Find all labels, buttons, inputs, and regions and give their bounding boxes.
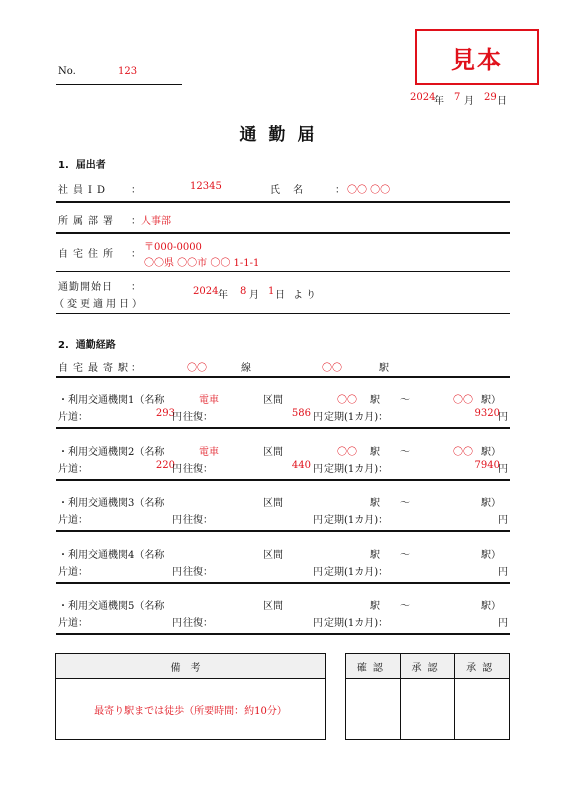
colon: ： bbox=[131, 282, 141, 293]
section-label: 区間 bbox=[263, 550, 283, 561]
section2-heading: 2. 通勤経路 bbox=[58, 340, 116, 351]
employee-id-value: 12345 bbox=[190, 181, 222, 192]
oneway-label: 片道： bbox=[58, 464, 88, 475]
route-label: ・利用交通機関5（名称 bbox=[58, 601, 165, 612]
from-station: 〇〇 bbox=[337, 395, 357, 406]
start-year: 2024 bbox=[193, 286, 219, 297]
pass-label: 定期(1カ月)： bbox=[324, 412, 389, 423]
oneway-value: 293 bbox=[155, 408, 175, 419]
divider bbox=[56, 313, 510, 314]
oneway-label: 片道： bbox=[58, 618, 88, 629]
close-unit: 駅） bbox=[481, 601, 501, 612]
yen: 円 bbox=[498, 464, 508, 475]
tilde: 〜 bbox=[400, 498, 410, 509]
divider bbox=[56, 201, 510, 203]
nearest-station-value: 〇〇 bbox=[322, 363, 342, 374]
no-label: No. bbox=[58, 66, 76, 77]
yen: 円 bbox=[498, 567, 508, 578]
route-label: ・利用交通機関2（名称 bbox=[58, 447, 165, 458]
date-day-unit: 日 bbox=[497, 96, 507, 107]
pass-label: 定期(1カ月)： bbox=[324, 464, 389, 475]
transport-name: 電車 bbox=[199, 395, 219, 406]
yen: 円 bbox=[172, 618, 182, 629]
divider bbox=[56, 530, 510, 532]
yen: 円 bbox=[172, 464, 182, 475]
divider bbox=[56, 376, 510, 378]
divider bbox=[56, 232, 510, 234]
round-value: 440 bbox=[291, 460, 311, 471]
pass-label: 定期(1カ月)： bbox=[324, 567, 389, 578]
yen: 円 bbox=[172, 412, 182, 423]
route-label: ・利用交通機関4（名称 bbox=[58, 550, 165, 561]
tilde: 〜 bbox=[400, 550, 410, 561]
close-unit: 駅） bbox=[481, 395, 501, 406]
approve-seal-box-1 bbox=[400, 679, 455, 740]
divider bbox=[56, 633, 510, 635]
yen: 円 bbox=[172, 515, 182, 526]
approve-seal-box-2 bbox=[455, 679, 510, 740]
address-value: 〇〇県 〇〇市 〇〇 1-1-1 bbox=[144, 258, 260, 269]
start-date-label: 通勤開始日 bbox=[58, 282, 113, 293]
yen: 円 bbox=[498, 515, 508, 526]
date-day: 29 bbox=[484, 92, 497, 103]
department-label: 所属部署 bbox=[58, 216, 118, 227]
start-day: 1 bbox=[268, 286, 275, 297]
section-label: 区間 bbox=[263, 498, 283, 509]
nearest-station-label: 自宅最寄駅 bbox=[58, 363, 133, 374]
round-value: 586 bbox=[291, 408, 311, 419]
round-label: 往復： bbox=[183, 567, 213, 578]
yori-text: より bbox=[293, 290, 319, 301]
yen: 円 bbox=[313, 567, 323, 578]
oneway-label: 片道： bbox=[58, 567, 88, 578]
colon: ： bbox=[131, 216, 141, 227]
divider bbox=[56, 582, 510, 584]
oneway-value: 220 bbox=[155, 460, 175, 471]
section-label: 区間 bbox=[263, 395, 283, 406]
route-label: ・利用交通機関3（名称 bbox=[58, 498, 165, 509]
pass-value: 9320 bbox=[474, 408, 500, 419]
oneway-label: 片道： bbox=[58, 515, 88, 526]
yen: 円 bbox=[172, 567, 182, 578]
no-value: 123 bbox=[118, 66, 138, 77]
pass-label: 定期(1カ月)： bbox=[324, 618, 389, 629]
remarks-table bbox=[55, 653, 326, 740]
year-unit: 年 bbox=[218, 290, 228, 301]
approve-header-2: 承認 bbox=[455, 654, 510, 679]
section1-heading: 1. 届出者 bbox=[58, 160, 106, 171]
yen: 円 bbox=[313, 618, 323, 629]
pass-label: 定期(1カ月)： bbox=[324, 515, 389, 526]
date-year: 2024 bbox=[410, 92, 436, 103]
department-value: 人事部 bbox=[141, 216, 171, 227]
day-unit: 日 bbox=[275, 290, 285, 301]
round-label: 往復： bbox=[183, 515, 213, 526]
close-unit: 駅） bbox=[481, 447, 501, 458]
nearest-line-value: 〇〇 bbox=[187, 363, 207, 374]
yen: 円 bbox=[313, 412, 323, 423]
divider bbox=[56, 479, 510, 481]
colon: ： bbox=[131, 249, 141, 260]
tilde: 〜 bbox=[400, 395, 410, 406]
yen: 円 bbox=[498, 412, 508, 423]
pass-value: 7940 bbox=[474, 460, 500, 471]
oneway-label: 片道： bbox=[58, 412, 88, 423]
name-label: 氏 名 bbox=[270, 185, 309, 196]
yen: 円 bbox=[313, 515, 323, 526]
round-label: 往復： bbox=[183, 412, 213, 423]
to-station: 〇〇 bbox=[453, 395, 473, 406]
remarks-text: 最寄り駅までは徒歩（所要時間：約10分） bbox=[56, 679, 326, 740]
date-month-unit: 月 bbox=[464, 96, 474, 107]
date-month: 7 bbox=[454, 92, 461, 103]
to-station: 〇〇 bbox=[453, 447, 473, 458]
approve-header-1: 承認 bbox=[400, 654, 455, 679]
employee-id-label: 社員ID bbox=[58, 185, 110, 196]
remarks-header: 備考 bbox=[56, 654, 326, 679]
round-label: 往復： bbox=[183, 618, 213, 629]
approval-table bbox=[345, 653, 510, 740]
postal-code: 〒000-0000 bbox=[144, 242, 202, 253]
address-label: 自宅住所 bbox=[58, 249, 118, 260]
colon: ： bbox=[131, 363, 141, 374]
tilde: 〜 bbox=[400, 447, 410, 458]
name-value: 〇〇 〇〇 bbox=[347, 185, 391, 196]
close-unit: 駅） bbox=[481, 550, 501, 561]
section-label: 区間 bbox=[263, 447, 283, 458]
route-label: ・利用交通機関1（名称 bbox=[58, 395, 165, 406]
date-year-unit: 年 bbox=[434, 96, 444, 107]
confirm-header: 確認 bbox=[346, 654, 401, 679]
tilde: 〜 bbox=[400, 601, 410, 612]
start-month: 8 bbox=[240, 286, 247, 297]
yen: 円 bbox=[498, 618, 508, 629]
divider bbox=[56, 271, 510, 272]
section-label: 区間 bbox=[263, 601, 283, 612]
month-unit: 月 bbox=[249, 290, 259, 301]
divider bbox=[56, 427, 510, 429]
transport-name: 電車 bbox=[199, 447, 219, 458]
station-unit: 駅 bbox=[370, 395, 380, 406]
from-station: 〇〇 bbox=[337, 447, 357, 458]
round-label: 往復： bbox=[183, 464, 213, 475]
no-underline bbox=[56, 84, 182, 85]
station-unit: 駅 bbox=[370, 447, 380, 458]
colon: ： bbox=[335, 185, 345, 196]
station-unit: 駅 bbox=[370, 498, 380, 509]
station-unit: 駅 bbox=[370, 550, 380, 561]
colon: ： bbox=[131, 185, 141, 196]
station-unit: 駅 bbox=[370, 601, 380, 612]
sample-stamp: 見本 bbox=[415, 29, 539, 85]
close-unit: 駅） bbox=[481, 498, 501, 509]
change-date-label: （変更適用日） bbox=[54, 299, 145, 310]
line-unit: 線 bbox=[241, 363, 251, 374]
station-unit: 駅 bbox=[379, 363, 389, 374]
yen: 円 bbox=[313, 464, 323, 475]
confirm-seal-box bbox=[346, 679, 401, 740]
page-title: 通勤届 bbox=[239, 125, 327, 145]
